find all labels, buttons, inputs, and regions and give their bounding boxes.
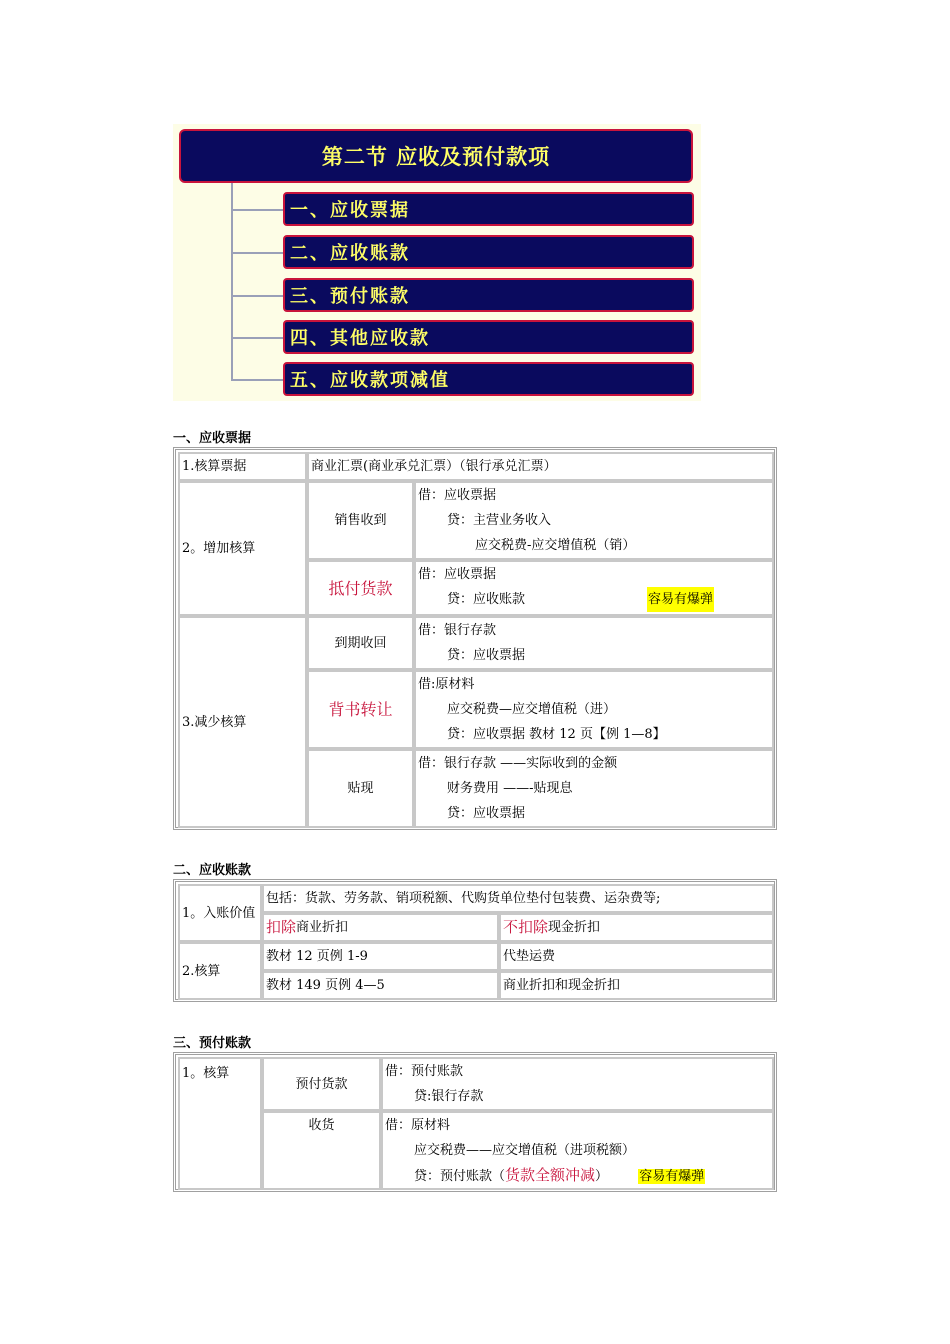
sub-label: 收货 [262, 1111, 381, 1190]
row-content: 包括：货款、劳务款、销项税额、代购货单位垫付包装费、运杂费等; [262, 884, 774, 913]
row-label: 2。增加核算 [178, 481, 307, 616]
tree-connector [231, 183, 233, 380]
cell-text: 现金折扣 [548, 920, 601, 935]
entry-text: 贷：应收账款 [447, 592, 526, 607]
slide-item-receivables-impairment: 五、应收款项减值 [283, 362, 694, 396]
row-content [262, 913, 499, 942]
entry-line: 贷：应收票据 [447, 806, 526, 821]
entry-line: 借：应收票据 [418, 567, 497, 582]
highlight-text: 扣除 [266, 918, 297, 936]
row-label: 2.核算 [178, 942, 262, 1000]
tree-branch [231, 209, 283, 211]
entry-line [418, 587, 772, 612]
slide-item-notes-receivable: 一、应收票据 [283, 192, 694, 226]
row-content: 教材 149 页例 4—5 [262, 971, 499, 1000]
entry-line: 贷：主营业务收入 [447, 513, 552, 528]
section-heading-accounts-receivable: 二、应收账款 [173, 863, 252, 878]
entry-text: 贷：预付账款（ [414, 1169, 506, 1184]
row-content: 代垫运费 [499, 942, 774, 971]
journal-entry [414, 560, 774, 616]
entry-line: 贷:银行存款 [414, 1089, 484, 1104]
journal-entry [414, 616, 774, 670]
entry-line: 贷：应收票据 [447, 648, 526, 663]
row-label: 1。入账价值 [178, 884, 262, 942]
entry-line: 财务费用 ——-贴现息 [447, 781, 573, 796]
sub-label [307, 560, 414, 616]
slide-item-prepayments: 三、预付账款 [283, 278, 694, 312]
sub-label: 销售收到 [307, 481, 414, 560]
tree-branch [231, 337, 283, 339]
slide-title: 第二节 应收及预付款项 [179, 129, 693, 183]
row-label: 1。核算 [178, 1057, 262, 1190]
row-label: 3.减少核算 [178, 616, 307, 828]
tree-branch [231, 252, 283, 254]
row-label: 1.核算票据 [178, 452, 307, 481]
highlight-text: 不扣除 [503, 918, 549, 936]
journal-entry [381, 1057, 774, 1111]
entry-line: 贷：应收票据 教材 12 页【例 1—8】 [447, 727, 666, 742]
section-heading-notes-receivable: 一、应收票据 [173, 431, 252, 446]
journal-entry [414, 481, 774, 560]
journal-entry [414, 670, 774, 749]
warning-note: 容易有爆弹 [639, 1169, 705, 1184]
row-content [499, 913, 774, 942]
sub-label: 预付货款 [262, 1057, 381, 1111]
journal-entry [381, 1111, 774, 1190]
section-heading-prepayments: 三、预付账款 [173, 1036, 252, 1051]
warning-note: 容易有爆弹 [647, 587, 714, 612]
highlight-label: 抵付货款 [328, 578, 393, 598]
entry-line: 应交税费-应交增值税（销） [475, 538, 636, 553]
chapter-outline-image [173, 124, 701, 401]
entry-line: 借：银行存款 [418, 623, 497, 638]
entry-line: 借:原材料 [418, 677, 475, 692]
journal-entry [414, 749, 774, 828]
highlight-text: 货款全额冲减 [505, 1166, 596, 1184]
slide-item-other-receivables: 四、其他应收款 [283, 320, 694, 354]
slide-item-accounts-receivable: 二、应收账款 [283, 235, 694, 269]
row-content: 商业折扣和现金折扣 [499, 971, 774, 1000]
row-content: 教材 12 页例 1-9 [262, 942, 499, 971]
entry-line: 借：银行存款 ——实际收到的金额 [418, 756, 618, 771]
sub-label [307, 670, 414, 749]
highlight-label: 背书转让 [328, 700, 393, 719]
entry-line [385, 1163, 772, 1188]
entry-line: 借：应收票据 [418, 488, 497, 503]
cell-text: 商业折扣 [296, 920, 349, 935]
entry-text: ） [595, 1169, 609, 1184]
accounts-receivable-table [173, 879, 777, 1002]
entry-line: 借：预付账款 [385, 1064, 464, 1079]
entry-line: 应交税费—应交增值税（进） [447, 702, 617, 717]
row-content: 商业汇票(商业承兑汇票）（银行承兑汇票） [307, 452, 774, 481]
tree-branch [231, 295, 283, 297]
entry-line: 应交税费——应交增值税（进项税额） [414, 1143, 636, 1158]
prepayments-table [173, 1052, 777, 1192]
sub-label: 到期收回 [307, 616, 414, 670]
sub-label: 贴现 [307, 749, 414, 828]
entry-line: 借：原材料 [385, 1118, 451, 1133]
tree-branch [231, 379, 283, 381]
notes-receivable-table [173, 447, 777, 830]
